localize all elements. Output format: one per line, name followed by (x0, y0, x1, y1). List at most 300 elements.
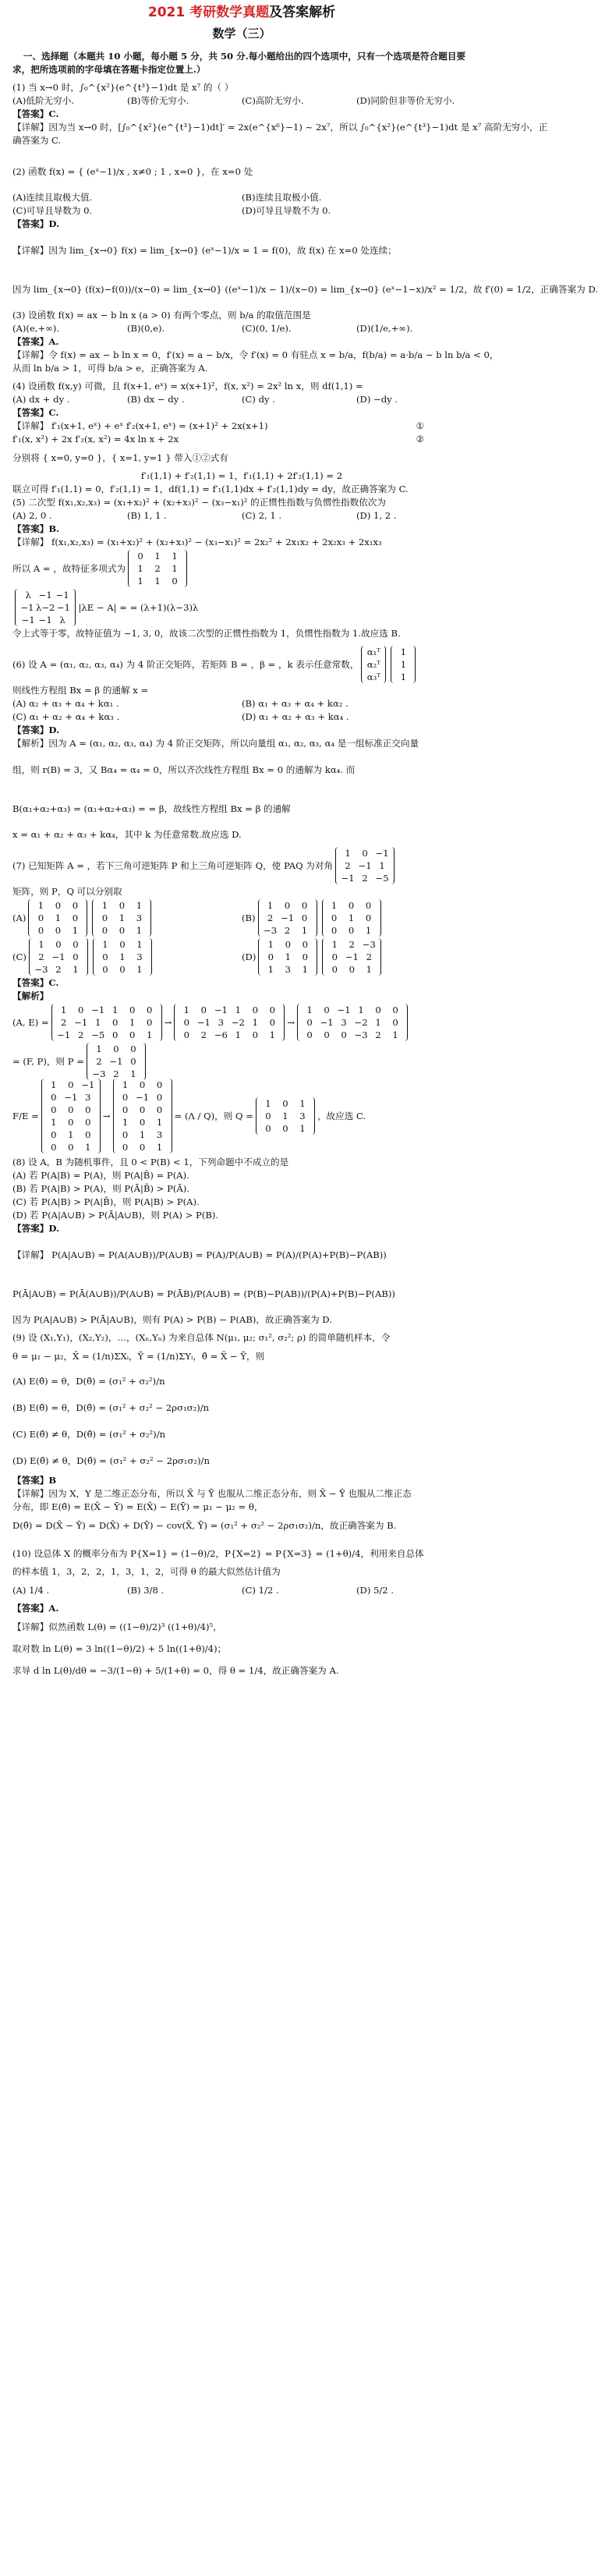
matrix-cell: 1 (101, 900, 108, 911)
matrix-cell: 0 (365, 900, 372, 911)
q3-stem: (3) 设函数 f(x) = ax − b ln x (a > 0) 有两个零点，则 b/a 的取值范围是 (12, 310, 311, 321)
matrix-cell: α₁ᵀ (366, 647, 381, 657)
q7-matrix-p (87, 1043, 146, 1080)
matrix-cell: 1 (72, 925, 79, 936)
matrix-cell: 0 (139, 1079, 146, 1090)
matrix-cell: 0 (269, 1005, 276, 1015)
matrix-cell: −2 (354, 1017, 368, 1028)
matrix-cell: 1 (285, 951, 292, 962)
matrix-cell: 0 (77, 1005, 84, 1015)
q7-explanation-label: 【解析】 (12, 990, 49, 1001)
matrix-row (117, 1104, 168, 1116)
matrix-cell: 1 (60, 1005, 67, 1015)
question-6 (12, 645, 471, 842)
matrix-cell: −1 (64, 1092, 78, 1103)
q3-explanation-line-2: 从而 ln b/a > 1，可得 b/a > e，正确答案为 A. (12, 363, 208, 374)
q7-fe-matrix-2 (113, 1079, 172, 1153)
matrix-cell: 0 (72, 900, 79, 911)
matrix-cell: 0 (282, 1123, 288, 1134)
matrix-cell: 2 (154, 563, 161, 574)
matrix-row (45, 1141, 97, 1153)
matrix-row (33, 938, 84, 951)
matrix-row (96, 912, 147, 924)
q4-mark-2: ② (416, 434, 424, 445)
matrix-row (260, 1097, 311, 1110)
q7-aug-matrix-1 (51, 1004, 162, 1041)
q5-options (12, 509, 471, 523)
q7-option-d-label: (D) (242, 951, 257, 962)
matrix-cell: 0 (284, 900, 291, 911)
matrix-cell: 1 (267, 939, 274, 950)
q6-options (12, 697, 471, 724)
matrix-cell: 0 (51, 1092, 57, 1103)
matrix-cell: 1 (136, 900, 143, 911)
q9-option-d: (D) E(θ̂) ≠ θ，D(θ̂) = (σ₁² + σ₂² − 2ρσ₁σ₂)/n (12, 1455, 210, 1466)
matrix-cell: −1 (136, 1092, 150, 1103)
q5-explanation-line-1: 【详解】 f(x₁,x₂,x₃) = (x₁+x₂)² + (x₂+x₃)² − (x₃−x₁)² = 2x₂² + 2x₁x₂ + 2x₂x₃ + 2x₁x₃ (12, 537, 382, 547)
q6-matrix-b (361, 646, 386, 683)
q10-explanation-line-1: 【详解】似然函数 L(θ) = ((1−θ)/2)³ ((1+θ)/4)⁵， (12, 1621, 222, 1632)
matrix-cell: 0 (348, 900, 355, 911)
matrix-row (339, 847, 391, 859)
matrix-cell: 2 (60, 1017, 67, 1028)
q9-option-a: (A) E(θ̂) = θ，D(θ̂) = (σ₁² + σ₂²)/n (12, 1376, 165, 1387)
matrix-cell: 1 (301, 925, 308, 936)
matrix-cell: −1 (38, 590, 52, 601)
q1-option-c: (C)高阶无穷小. (242, 95, 304, 106)
matrix-cell: 1 (154, 576, 161, 586)
matrix-cell: 1 (137, 576, 143, 586)
matrix-row (395, 671, 412, 683)
q3-option-b: (B)(0,e). (127, 323, 165, 334)
matrix-cell: 0 (252, 1029, 259, 1040)
matrix-cell: 0 (122, 1142, 129, 1153)
document-title (12, 6, 471, 19)
matrix-cell: −1 (51, 951, 65, 962)
matrix-row (178, 1004, 281, 1016)
matrix-cell: −3 (92, 1068, 106, 1079)
matrix-cell: 0 (146, 1005, 153, 1015)
q7-fe-text: F/E = (12, 1110, 39, 1121)
matrix-cell: 3 (136, 951, 143, 962)
matrix-cell: 0 (306, 1029, 313, 1040)
matrix-cell: 3 (341, 1017, 347, 1028)
q5-option-a: (A) 2, 0 . (12, 510, 52, 521)
q1-stem: (1) 当 x→0 时，∫₀^{x²}(e^{t³}−1)dt 是 x⁷ 的（ ） (12, 82, 234, 93)
matrix-cell: 1 (136, 925, 143, 936)
matrix-cell: 0 (183, 1017, 190, 1028)
matrix-cell: 3 (136, 912, 143, 923)
matrix-cell: −1 (196, 1017, 211, 1028)
q7-option-c-p (29, 938, 88, 976)
matrix-row (97, 951, 148, 963)
q3-option-c: (C)(0, 1/e). (242, 323, 292, 334)
q4-option-a: (A) dx + dy . (12, 394, 70, 405)
matrix-cell: −5 (91, 1029, 105, 1040)
matrix-row (32, 912, 83, 924)
q7-stem-2: 矩阵，则 P，Q 可以分别取 (12, 886, 122, 897)
matrix-cell: 1 (73, 964, 79, 975)
q7-option-a-p (28, 899, 87, 937)
matrix-cell: 1 (85, 1142, 91, 1153)
q6-explanation-line-1: 【解析】因为 A = (α₁, α₂, α₃, α₄) 为 4 阶正交矩阵，所以向量组 α₁, α₂, α₃, α₄ 是一组标准正交向量 (12, 738, 419, 749)
q6-stem (12, 645, 471, 684)
matrix-row (262, 951, 313, 963)
matrix-cell: 1 (267, 964, 274, 975)
matrix-cell: 0 (375, 1005, 381, 1015)
q8-answer: 【答案】D. (12, 1223, 60, 1234)
q8-option-a: (A) 若 P(A|B) = P(A)，则 P(A|B̄) = P(A). (12, 1170, 189, 1181)
q8-explanation-line-2: P(Ā|A∪B) = P(Ā(A∪B))/P(A∪B) = P(ĀB)/P(A∪B) = (P(B)−P(AB))/(P(A)+P(B)−P(AB)) (12, 1288, 395, 1299)
q1-option-d: (D)同阶但非等价无穷小. (356, 95, 455, 106)
q7-option-d (242, 937, 471, 976)
matrix-cell: 0 (73, 939, 79, 950)
matrix-cell: 0 (119, 925, 126, 936)
matrix-row (90, 1055, 142, 1068)
matrix-cell: 0 (183, 1029, 190, 1040)
matrix-row (96, 924, 147, 937)
matrix-cell: 0 (265, 1111, 271, 1121)
q4-option-c: (C) dy . (242, 394, 275, 405)
q4-explanation-line-1 (12, 420, 471, 433)
matrix-cell: α₂ᵀ (366, 659, 381, 670)
matrix-cell: 1 (96, 1044, 102, 1054)
question-4 (12, 380, 471, 496)
matrix-cell: −1 (91, 1005, 105, 1015)
q2-option-c: (C)可导且导数为 0. (12, 205, 93, 216)
matrix-cell: 0 (269, 1017, 276, 1028)
q1-explanation-line-1: 【详解】因为当 x→0 时，[∫₀^{x²}(e^{t³}−1)dt]′ = 2x(e^{x⁶}−1) ~ 2x⁷，所以 ∫₀^{x²}(e^{t³}−1)dt 是 x⁷ 高阶无穷小，正 (12, 122, 548, 133)
q5-explanation-line-3 (12, 588, 471, 627)
document-subtitle: 数学（三） (212, 27, 271, 41)
matrix-row (260, 1122, 311, 1135)
matrix-cell: 0 (282, 1098, 288, 1109)
matrix-row (326, 951, 377, 963)
matrix-cell: 0 (172, 576, 178, 586)
q9-explanation-line-3: D(θ̂) = D(X̄ − Ȳ) = D(X̄) + D(Ȳ) − cov(X̄, Ȳ) = (σ₁² + σ₂² − 2ρσ₁σ₂)/n，故正确答案为 B. (12, 1520, 397, 1531)
matrix-cell: 1 (358, 1005, 364, 1015)
matrix-cell: 1 (130, 1068, 136, 1079)
matrix-cell: 0 (156, 1079, 163, 1090)
q2-explanation-line-1: 【详解】因为 lim_{x→0} f(x) = lim_{x→0} (eˣ−1)/x = 1 = f(0)，故 f(x) 在 x=0 处连续； (12, 244, 397, 256)
matrix-cell: 1 (156, 1142, 163, 1153)
matrix-cell: λ (59, 615, 65, 625)
matrix-row (395, 658, 412, 671)
matrix-cell: 1 (94, 1017, 101, 1028)
question-9 (12, 1331, 471, 1537)
q10-answer: 【答案】A. (12, 1603, 59, 1614)
matrix-cell: 1 (235, 1029, 242, 1040)
matrix-cell: 1 (302, 964, 309, 975)
q4-explanation-eq-2: f′₁(x, x²) + 2x f′₂(x, x²) = 4x ln x + 2x (12, 434, 179, 445)
q1-explanation-line-2: 确答案为 C. (12, 135, 62, 146)
q8-option-d: (D) 若 P(A|A∪B) > P(Ā|A∪B)，则 P(A) > P(B). (12, 1210, 219, 1221)
matrix-row (301, 1029, 404, 1041)
matrix-cell: 0 (139, 1104, 146, 1115)
matrix-cell: 2 (345, 860, 351, 871)
q10-stem: (10) 设总体 X 的概率分布为 P{X=1} = (1−θ)/2，P{X=2} = P{X=3} = (1+θ)/4，利用来自总体 (12, 1548, 424, 1559)
matrix-cell: α₃ᵀ (366, 671, 381, 682)
matrix-cell: 1 (235, 1005, 242, 1015)
matrix-cell: 1 (68, 1129, 74, 1140)
matrix-cell: 1 (119, 912, 126, 923)
matrix-cell: 0 (331, 912, 338, 923)
q10-explanation-line-3: 求导 d ln L(θ)/dθ = −3/(1−θ) + 5/(1+θ) = 0，得 θ = 1/4，故正确答案为 A. (12, 1665, 339, 1676)
matrix-cell: 1 (122, 1079, 129, 1090)
matrix-cell: 1 (267, 900, 274, 911)
question-1 (12, 81, 548, 147)
matrix-cell: −1 (74, 1017, 88, 1028)
question-10 (12, 1542, 471, 1682)
q8-option-c: (C) 若 P(A|B) > P(A|B̄)，则 P(A|B) > P(A). (12, 1196, 200, 1207)
matrix-cell: 0 (252, 1005, 259, 1015)
matrix-row (365, 658, 382, 671)
q5-explanation-matrix-intro: 所以 A = ，故特征多项式为 (12, 562, 126, 574)
matrix-cell: 1 (55, 912, 62, 923)
matrix-cell: 0 (122, 1129, 129, 1140)
matrix-cell: 2 (77, 1029, 84, 1040)
matrix-cell: 0 (111, 1029, 119, 1040)
title-black-part: 及答案解析 (269, 5, 336, 20)
q10-stem-2: 的样本值 1，3，2，2，1，3，1，2，可得 θ 的最大似然估计值为 (12, 1566, 281, 1577)
matrix-cell: 0 (111, 1017, 119, 1028)
matrix-cell: 1 (392, 1029, 398, 1040)
matrix-cell: 0 (55, 939, 62, 950)
matrix-cell: 0 (331, 925, 338, 936)
matrix-cell: 0 (101, 925, 108, 936)
matrix-cell: 0 (68, 1142, 74, 1153)
matrix-cell: 0 (130, 1056, 136, 1067)
q7-option-b-label: (B) (242, 912, 256, 923)
q9-stem-2: θ = μ₁ − μ₂，X̄ = (1/n)ΣXᵢ，Ȳ = (1/n)ΣYᵢ，θ̂ = X̄ − Ȳ，则 (12, 1351, 265, 1362)
q10-option-d: (D) 5/2 . (356, 1585, 395, 1596)
matrix-row (365, 646, 382, 658)
q2-answer: 【答案】D. (12, 218, 60, 229)
q6-explanation-line-2: 组，则 r(B) = 3，又 Bα₄ = α₄ = 0，所以齐次线性方程组 Bx = 0 的通解为 kα₄. 而 (12, 764, 356, 775)
q7-option-a-q (92, 899, 151, 937)
matrix-cell: 1 (156, 1117, 163, 1128)
matrix-row (117, 1091, 168, 1104)
matrix-cell: 0 (301, 912, 308, 923)
matrix-row (326, 899, 377, 912)
matrix-cell: 0 (349, 964, 356, 975)
matrix-cell: 0 (113, 1044, 119, 1054)
q7-augmented-row: (A, E) = 1 0 −1 1 0 0 2 −1 1 0 1 0 −1 2 −5 0 0 1 → 1 0 −1 1 0 0 0 −1 3 −2 1 0 0 2 −6 1 0 1 → 1 0 −1 1 0 0 0 −1 3 −2 1 0 0 0 0 −3 2 1 (12, 1003, 471, 1042)
matrix-row (262, 924, 313, 937)
q6-stem-text: (6) 设 A = (α₁, α₂, α₃, α₄) 为 4 阶正交矩阵，若矩阵 B = ，β = ，k 表示任意常数， (12, 658, 359, 670)
matrix-cell: 0 (37, 925, 44, 936)
q9-explanation-line-1: 【详解】因为 X，Y 是二维正态分布，所以 X̄ 与 Ȳ 也服从二维正态分布，则 X̄ − Ȳ 也服从二维正态 (12, 1488, 412, 1499)
q7-fp-text: = (F, P)，则 P = (12, 1055, 84, 1067)
q7-option-b-p (258, 899, 317, 937)
matrix-cell: 1 (265, 1098, 271, 1109)
matrix-row (117, 1079, 168, 1091)
q2-option-a: (A)连续且取极大值. (12, 192, 93, 203)
matrix-cell: −1 (375, 848, 389, 859)
matrix-row (262, 938, 313, 951)
matrix-row (326, 938, 377, 951)
q3-answer: 【答案】A. (12, 336, 59, 347)
matrix-cell: 1 (366, 964, 373, 975)
matrix-cell: 0 (285, 939, 292, 950)
q10-explanation-line-2: 取对数 ln L(θ) = 3 ln((1−θ)/2) + 5 ln((1+θ)/4)； (12, 1643, 227, 1654)
q7-option-b (242, 898, 471, 937)
matrix-cell: 1 (331, 939, 338, 950)
matrix-cell: −1 (21, 615, 35, 625)
matrix-cell: 1 (119, 951, 126, 962)
q3-option-a: (A)(e,+∞). (12, 323, 60, 334)
matrix-row (117, 1129, 168, 1141)
q6-option-c: (C) α₁ + α₂ + α₄ + kα₃ . (12, 711, 120, 722)
matrix-cell: 0 (341, 1029, 347, 1040)
matrix-cell: 1 (400, 659, 407, 670)
matrix-cell: 0 (129, 1005, 136, 1015)
matrix-cell: −5 (375, 873, 389, 884)
matrix-cell: 2 (113, 1068, 119, 1079)
q7-option-c (12, 937, 242, 976)
matrix-cell: 0 (146, 1017, 153, 1028)
matrix-row (132, 550, 183, 562)
matrix-row (33, 963, 84, 976)
matrix-cell: −1 (56, 602, 70, 613)
q7-option-c-q (93, 938, 152, 976)
matrix-cell: 2 (55, 964, 62, 975)
q8-explanation-line-3: 因为 P(A|A∪B) > P(Ā|A∪B)，则有 P(A) > P(B) − P(AB)，故正确答案为 D. (12, 1314, 332, 1325)
q7-option-d-p (258, 938, 317, 976)
q6-answer: 【答案】D. (12, 725, 60, 735)
q4-options (12, 393, 471, 406)
matrix-row (260, 1110, 311, 1122)
matrix-cell: 1 (306, 1005, 313, 1015)
matrix-cell: 0 (362, 848, 368, 859)
matrix-cell: 3 (285, 964, 292, 975)
q9-option-c: (C) E(θ̂) ≠ θ，D(θ̂) = (σ₁² + σ₂²)/n (12, 1429, 166, 1440)
matrix-cell: 1 (137, 563, 143, 574)
matrix-row (117, 1141, 168, 1153)
q7-p-result-row (12, 1042, 471, 1081)
matrix-cell: 0 (85, 1104, 91, 1115)
matrix-row (19, 589, 72, 601)
q7-option-a-label: (A) (12, 912, 27, 923)
matrix-cell: 0 (129, 1029, 136, 1040)
matrix-cell: 1 (122, 1117, 129, 1128)
q5-matrix-a (128, 550, 187, 587)
q10-options (12, 1579, 471, 1602)
matrix-cell: 1 (365, 925, 372, 936)
matrix-cell: −1 (81, 1079, 95, 1090)
matrix-row (301, 1016, 404, 1029)
matrix-row (97, 938, 148, 951)
matrix-cell: −1 (337, 1005, 351, 1015)
q5-explanation-line-4: 令上式等于零，故特征值为 −1, 3, 0，故该二次型的正惯性指数为 1，负惯性指数为 1.故应选 B. (12, 628, 401, 639)
matrix-cell: 1 (269, 1029, 276, 1040)
matrix-cell: 2 (284, 925, 291, 936)
q5-explanation-line-2 (12, 549, 471, 588)
matrix-row (339, 872, 391, 884)
q7-stem (12, 846, 471, 885)
matrix-cell: 1 (136, 939, 143, 950)
matrix-cell: 0 (73, 951, 79, 962)
matrix-cell: 0 (68, 1104, 74, 1115)
matrix-cell: −1 (55, 590, 69, 601)
matrix-row (326, 963, 377, 976)
matrix-cell: −1 (320, 1017, 334, 1028)
question-2 (12, 152, 598, 309)
matrix-cell: 1 (139, 1129, 146, 1140)
matrix-cell: 0 (72, 912, 79, 923)
matrix-cell: 0 (392, 1005, 398, 1015)
q7-stem-text: (7) 已知矩阵 A = ，若下三角可逆矩阵 P 和上三角可逆矩阵 Q，使 PAQ 为对角 (12, 859, 334, 871)
q8-option-b: (B) 若 P(A|B) > P(A)，则 P(Ā|B̄) > P(Ā). (12, 1183, 189, 1194)
matrix-cell: 0 (85, 1129, 91, 1140)
matrix-cell: 0 (102, 951, 108, 962)
q1-option-b: (B)等价无穷小. (127, 95, 189, 106)
q6-option-b: (B) α₁ + α₃ + α₄ + kα₂ . (242, 698, 349, 709)
q7-q-eq-text: = (Λ / Q)，则 Q = (174, 1110, 253, 1121)
matrix-cell: 0 (55, 925, 62, 936)
matrix-cell: −1 (281, 912, 295, 923)
matrix-cell: 0 (119, 939, 126, 950)
matrix-cell: 0 (392, 1017, 398, 1028)
matrix-row (395, 646, 412, 658)
matrix-row (19, 601, 72, 614)
matrix-cell: −6 (214, 1029, 228, 1040)
matrix-cell: 2 (362, 873, 368, 884)
matrix-cell: 1 (102, 939, 108, 950)
matrix-cell: −1 (345, 951, 359, 962)
matrix-cell: 1 (400, 647, 407, 657)
q4-explanation-line-4: f′₁(1,1) + f′₂(1,1) = 1，f′₁(1,1) + 2f′₂(1,1) = 2 (140, 470, 343, 481)
matrix-row (32, 924, 83, 937)
matrix-cell: 0 (137, 551, 143, 562)
matrix-cell: 0 (68, 1117, 74, 1128)
q6-option-a: (A) α₂ + α₃ + α₄ + kα₁ . (12, 698, 119, 709)
q1-option-a: (A)低阶无穷小. (12, 95, 75, 106)
matrix-cell: 0 (102, 964, 108, 975)
q4-explanation-line-3: 分别将 { x=0, y=0 }，{ x=1, y=1 } 带入①②式有 (12, 452, 228, 463)
q10-option-c: (C) 1/2 . (242, 1585, 279, 1596)
question-8 (12, 1156, 471, 1327)
q9-explanation-line-2: 分布，即 E(θ̂) = E(X̄ − Ȳ) = E(X̄) − E(Ȳ) = μ₁ − μ₂ = θ， (12, 1501, 264, 1512)
matrix-cell: 0 (156, 1104, 163, 1115)
matrix-cell: 0 (37, 912, 44, 923)
matrix-cell: 2 (200, 1029, 207, 1040)
q5-char-polynomial: |λE − A| = = (λ+1)(λ−3)λ (78, 601, 199, 613)
matrix-cell: 0 (68, 1079, 74, 1090)
matrix-cell: 0 (130, 1044, 136, 1054)
q7-matrix-q (256, 1097, 315, 1135)
q2-option-b: (B)连续且取极小值. (242, 192, 322, 203)
matrix-cell: −1 (38, 615, 52, 625)
matrix-row (19, 614, 72, 626)
q5-answer: 【答案】B. (12, 523, 60, 534)
matrix-cell: 1 (37, 900, 44, 911)
matrix-cell: λ (25, 590, 31, 601)
matrix-cell: 1 (129, 1017, 136, 1028)
matrix-cell: 1 (379, 860, 385, 871)
matrix-cell: 1 (348, 912, 355, 923)
matrix-cell: 2 (267, 912, 274, 923)
matrix-cell: 1 (51, 1079, 57, 1090)
q3-options (12, 322, 471, 335)
matrix-cell: 3 (156, 1129, 163, 1140)
matrix-cell: 2 (349, 939, 356, 950)
matrix-cell: 1 (172, 563, 178, 574)
q8-stem: (8) 设 A，B 为随机事件，且 0 < P(B) < 1，下列命题中不成立的是 (12, 1157, 289, 1168)
q7-option-c-label: (C) (12, 951, 27, 962)
matrix-cell: 0 (139, 1142, 146, 1153)
q2-options (12, 191, 471, 218)
